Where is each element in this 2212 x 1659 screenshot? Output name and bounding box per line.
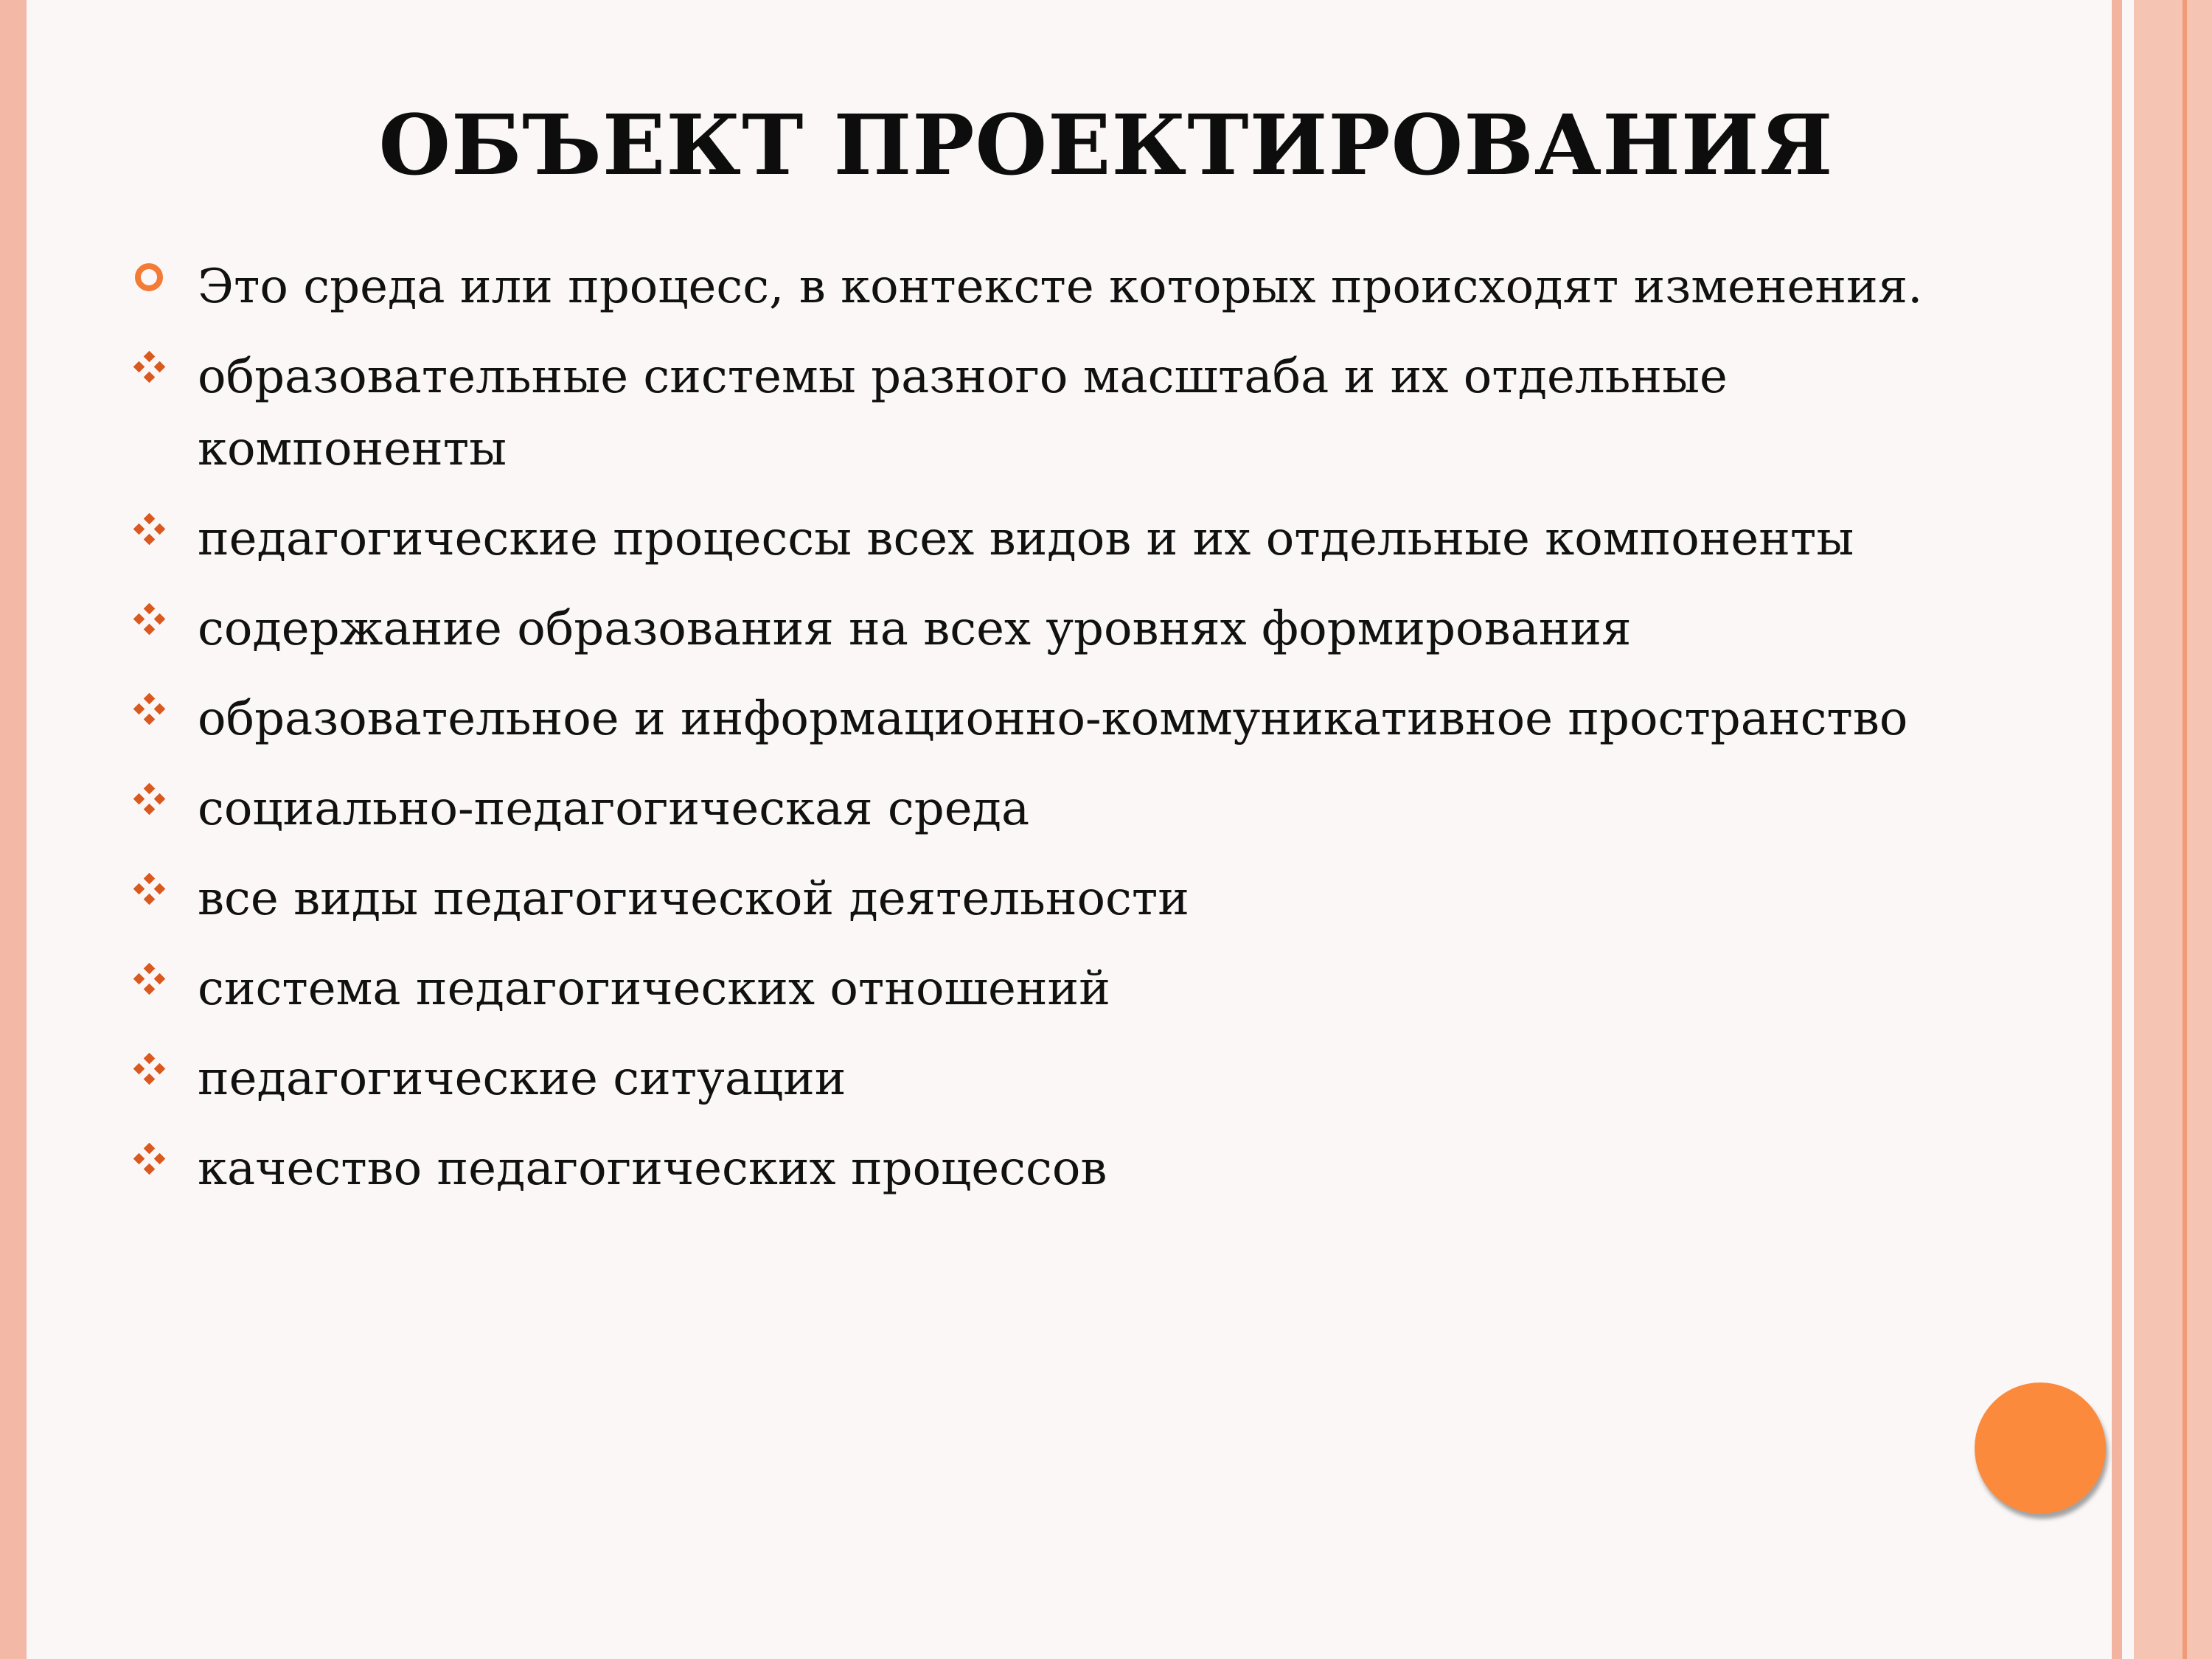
diamond-bullet-icon <box>133 593 177 665</box>
list-item <box>133 953 2020 1025</box>
list-item-text: качество педагогических процессов <box>198 1141 1107 1196</box>
list-item-text: все виды педагогической деятельности <box>198 872 1189 926</box>
diamond-bullet-icon <box>133 1043 177 1115</box>
bullet-list <box>133 251 2020 1222</box>
list-item <box>133 251 2020 323</box>
list-item-text: Это среда или процесс, в контексте которых происходят изменения. <box>198 260 1923 314</box>
list-item-text: педагогические ситуации <box>198 1051 846 1106</box>
list-item-text: педагогические процессы всех видов и их отдельные компоненты <box>198 512 1854 566</box>
diamond-bullet-icon <box>133 1133 177 1205</box>
list-item-text: образовательные системы разного масштаба и их отдельные компоненты <box>198 349 1728 476</box>
list-item-text: социально-педагогическая среда <box>198 782 1030 836</box>
list-item <box>133 341 2020 485</box>
right-frame-stripe-wide <box>2134 0 2212 1659</box>
list-item-text: образовательное и информационно-коммуникативное пространство <box>198 692 1908 746</box>
list-item <box>133 1133 2020 1205</box>
list-item <box>133 593 2020 665</box>
diamond-bullet-icon <box>133 953 177 1025</box>
list-item-text: система педагогических отношений <box>198 961 1110 1016</box>
list-item <box>133 773 2020 845</box>
list-item <box>133 503 2020 575</box>
diamond-bullet-icon <box>133 863 177 935</box>
diamond-bullet-icon <box>133 683 177 755</box>
right-frame-stripe-thin <box>2112 0 2122 1659</box>
slide-title: ОБЪЕКТ ПРОЕКТИРОВАНИЯ <box>378 97 1834 194</box>
diamond-bullet-icon <box>133 773 177 845</box>
orange-circle-decoration <box>1975 1382 2106 1514</box>
list-item <box>133 863 2020 935</box>
ring-bullet-icon <box>133 251 177 323</box>
list-item <box>133 1043 2020 1115</box>
list-item <box>133 683 2020 755</box>
left-frame-stripe <box>0 0 27 1659</box>
diamond-bullet-icon <box>133 503 177 575</box>
right-frame-accent-line <box>2183 0 2187 1659</box>
diamond-bullet-icon <box>133 341 177 413</box>
list-item-text: содержание образования на всех уровнях формирования <box>198 602 1632 656</box>
